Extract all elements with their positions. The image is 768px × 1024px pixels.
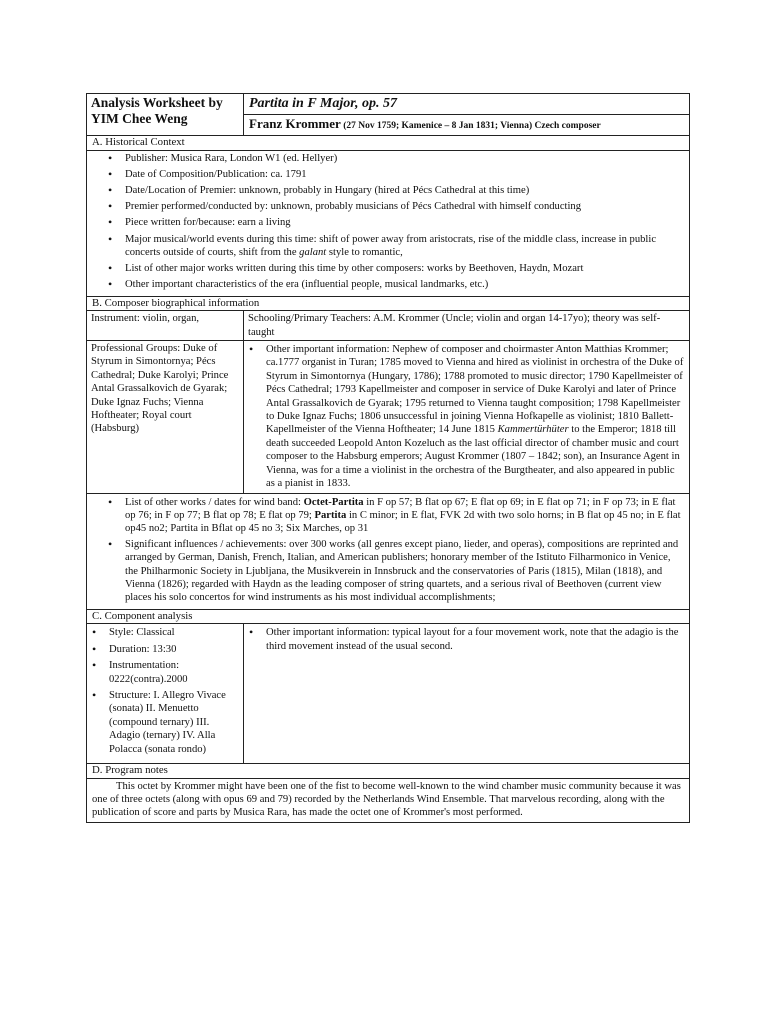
events-emphasis: galant <box>299 247 327 259</box>
list-item: • Date/Location of Premier: unknown, probably in Hungary (hired at Pécs Cathedral at this time) <box>125 184 681 197</box>
program-notes-text: This octet by Krommer might have been one of the fist to become well-known to the wind chamber music community because it was one of three octets (along with opus 69 and 79) recorded by the Netherlands Wind Ensemble. That marvelous recording, along with the publication of score and parts by Musica Rara, has made the octet one of Krommer's most performed. <box>92 780 681 819</box>
other-info-list <box>244 341 689 492</box>
other-info-cell <box>244 341 689 492</box>
composer-name: Franz Krommer <box>249 116 341 131</box>
list-item <box>125 496 681 536</box>
works-bold: Partita <box>314 509 347 521</box>
schooling-cell: Schooling/Primary Teachers: A.M. Krommer (Uncle; violin and organ 14-17yo); theory was self-taught <box>248 313 661 338</box>
component-other-cell <box>244 624 689 763</box>
component-row <box>87 624 689 764</box>
component-list <box>87 624 243 763</box>
worksheet-author-label: Analysis Worksheet by YIM Chee Weng <box>87 94 244 135</box>
historical-context-list <box>87 151 689 296</box>
list-item: • Publisher: Musica Rara, London W1 (ed. Hellyer) <box>125 152 681 165</box>
component-other-list <box>244 624 689 655</box>
program-notes <box>87 779 689 823</box>
composer-line <box>244 115 689 135</box>
list-item: • Significant influences / achievements: over 300 works (all genres except piano, lieder, and operas), compositions are reprinted and arranged by German, Danish, French, Italian, and American publishers; honorary member of the Istituto Filharmonico in Venice, the Philharmonic Society in Ljubljana, the Musikverein in Innsbruck and the conservatories of Paris (1815), Milan (1818), and Vienna (1826); regarded with Haydn as the leading composer of string quartets, and a serious rival of Beethoven (current view places his solo concertos for wind instruments as his most individual accomplishments; <box>125 538 681 605</box>
section-c-heading: C. Component analysis <box>87 610 689 625</box>
section-d-heading: D. Program notes <box>87 764 689 779</box>
list-item: • List of other major works written during this time by other composers: works by Beethoven, Haydn, Mozart <box>125 262 681 275</box>
list-item: • Other important information: typical layout for a four movement work, note that the adagio is the third movement instead of the usual second. <box>266 626 685 653</box>
section-a-heading: A. Historical Context <box>87 136 689 151</box>
section-a-body <box>87 151 689 297</box>
professional-row <box>87 341 689 493</box>
analysis-worksheet <box>86 93 690 823</box>
piece-info <box>244 94 689 135</box>
works-text: in C minor; in E flat, FVK 2d with two solo horns; in B flat op 45 no; in E flat op45 no2; Partita in Bflat op 45 no 3; Six Marches, op 31 <box>125 509 681 535</box>
list-item: • Structure: I. Allegro Vivace (sonata) II. Menuetto (compound ternary) III. Adagio (ternary) IV. Alla Polacca (sonata rondo) <box>109 689 239 756</box>
events-text-end: style to romantic, <box>326 247 403 259</box>
component-cell <box>87 624 244 763</box>
works-text: in F op 57; B flat op 67; E flat op 69; in E flat op 71; in F op 73; in E flat op 76; in F op 77; B flat op 78; E flat op 79; <box>125 496 676 521</box>
list-item: • Duration: 13:30 <box>109 643 239 656</box>
composer-dates: (27 Nov 1759; Kamenice – 8 Jan 1831; Vienna) Czech composer <box>340 121 601 131</box>
list-item: • Premier performed/conducted by: unknown, probably musicians of Pécs Cathedral with himself conducting <box>125 200 681 213</box>
works-bold: Octet-Partita <box>303 496 364 508</box>
professional-groups-cell: Professional Groups: Duke of Styrum in Simontornya; Pécs Cathedral; Duke Karolyi; Prince Antal Grassalkovich de Gyarak; Duke Ignaz Fuchs; Vienna Hoftheater; Royal court (Habsburg) <box>87 341 244 492</box>
list-item: • Style: Classical <box>109 626 239 639</box>
list-item: • Other important characteristics of the era (influential people, musical landmarks, etc.) <box>125 278 681 291</box>
list-item <box>125 233 681 260</box>
list-item: • Piece written for/because: earn a living <box>125 216 681 229</box>
other-info-text: Other important information: Nephew of composer and choirmaster Anton Matthias Krommer; ca.1777 organist in Turan; 1785 moved to Vienna and hired as violinist in orchestra of the Duke of Styrum in Simontornya (Hungary, 1786); 1788 promoted to music director; 1790 Kapellmeister of Pécs Cathedral; 1793 Kapellmeister and composer in service of Duke Karolyi and later of Prince Antal Grassalkovich de Gyarak; 1795 returned to Vienna taught composition; 1798 Kapellmeister to Duke Ignaz Fuchs; 1806 unsuccessful in joining Vienna Hofkapelle as violinist; 1810 Ballett-Kapellmeister of the Vienna Hoftheater; 14 June 1815 <box>266 344 684 436</box>
piece-title: Partita in F Major, op. 57 <box>244 94 689 115</box>
list-item: • Date of Composition/Publication: ca. 1791 <box>125 168 681 181</box>
instrument-schooling-row <box>87 311 689 341</box>
works-list <box>87 494 689 609</box>
section-b-heading: B. Composer biographical information <box>87 297 689 312</box>
works-influences-row <box>87 494 689 610</box>
instrument-cell: Instrument: violin, organ, <box>87 311 244 340</box>
works-text: List of other works / dates for wind band: <box>125 496 304 508</box>
worksheet-header <box>87 94 689 136</box>
list-item: • Instrumentation: 0222(contra).2000 <box>109 659 239 686</box>
other-info-text-end: to the Emperor; 1818 till death succeeded Leopold Anton Kozeluch as the last official director of chamber music and court composer to the Habsburg emperors; August Krommer (1807 – 1842; son), an Insurance Agent in Vienna, was for a time a violinist in the orchestra of the Burgtheater, and also appeared in public as a pianist in 1833. <box>266 424 680 490</box>
events-text: Major musical/world events during this time: shift of power away from aristocrats, rise of the middle class, increase in public concerts outside of courts, shift from the <box>125 233 657 259</box>
list-item <box>266 343 685 490</box>
other-info-emphasis: Kammertürhüter <box>497 424 569 436</box>
